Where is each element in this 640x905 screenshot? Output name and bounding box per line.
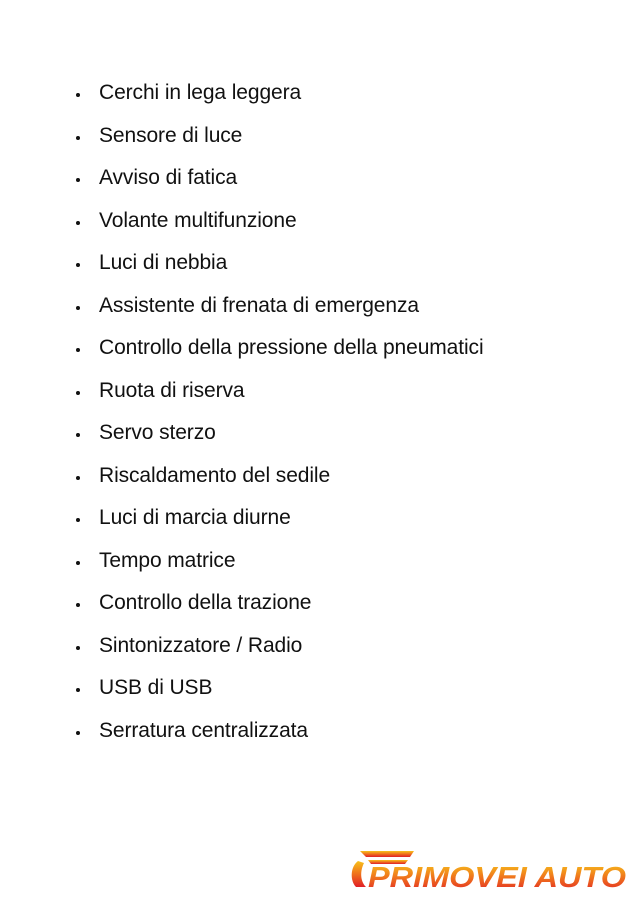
bullet-icon <box>76 221 80 225</box>
list-item <box>0 540 640 583</box>
list-item <box>0 200 640 243</box>
logo-text: PRIMOVEI AUTO <box>368 862 627 893</box>
feature-label: Luci di nebbia <box>99 251 228 274</box>
feature-label: Ruota di riserva <box>99 378 245 402</box>
feature-label: Servo sterzo <box>99 421 216 444</box>
bullet-icon <box>76 731 80 735</box>
feature-label: Controllo della trazione <box>99 591 312 614</box>
feature-label: Volante multifunzione <box>99 208 297 232</box>
feature-label: USB di USB <box>99 676 213 699</box>
feature-label: Controllo della pressione della pneumatici <box>99 336 484 359</box>
list-item <box>0 412 640 455</box>
list-item <box>0 455 640 498</box>
feature-label: Assistente di frenata di emergenza <box>99 293 419 317</box>
list-item <box>0 157 640 200</box>
feature-label: Tempo matrice <box>99 548 236 572</box>
list-item <box>0 710 640 753</box>
bullet-icon <box>76 688 80 692</box>
feature-label: Sintonizzatore / Radio <box>99 633 303 657</box>
bullet-icon <box>76 178 80 182</box>
list-item <box>0 242 640 285</box>
list-item <box>0 667 640 710</box>
bullet-icon <box>76 306 80 310</box>
feature-label: Avviso di fatica <box>99 166 238 189</box>
bullet-icon <box>76 603 80 607</box>
list-item <box>0 497 640 540</box>
bullet-icon <box>76 391 80 395</box>
list-item <box>0 327 640 370</box>
bullet-icon <box>76 93 80 97</box>
list-item <box>0 115 640 158</box>
bullet-icon <box>76 136 80 140</box>
bullet-icon <box>76 476 80 480</box>
list-item <box>0 370 640 413</box>
feature-label: Luci di marcia diurne <box>99 506 291 529</box>
feature-label: Sensore di luce <box>99 123 243 147</box>
list-item <box>0 72 640 115</box>
list-item <box>0 582 640 625</box>
bullet-icon <box>76 518 80 522</box>
primovei-auto-logo <box>346 843 630 893</box>
feature-label: Serratura centralizzata <box>99 718 308 742</box>
bullet-icon <box>76 348 80 352</box>
bullet-icon <box>76 646 80 650</box>
bullet-icon <box>76 433 80 437</box>
bullet-icon <box>76 263 80 267</box>
feature-list <box>0 72 640 752</box>
bullet-icon <box>76 561 80 565</box>
feature-label: Riscaldamento del sedile <box>99 463 331 487</box>
feature-label: Cerchi in lega leggera <box>99 81 302 104</box>
list-item <box>0 285 640 328</box>
list-item <box>0 625 640 668</box>
